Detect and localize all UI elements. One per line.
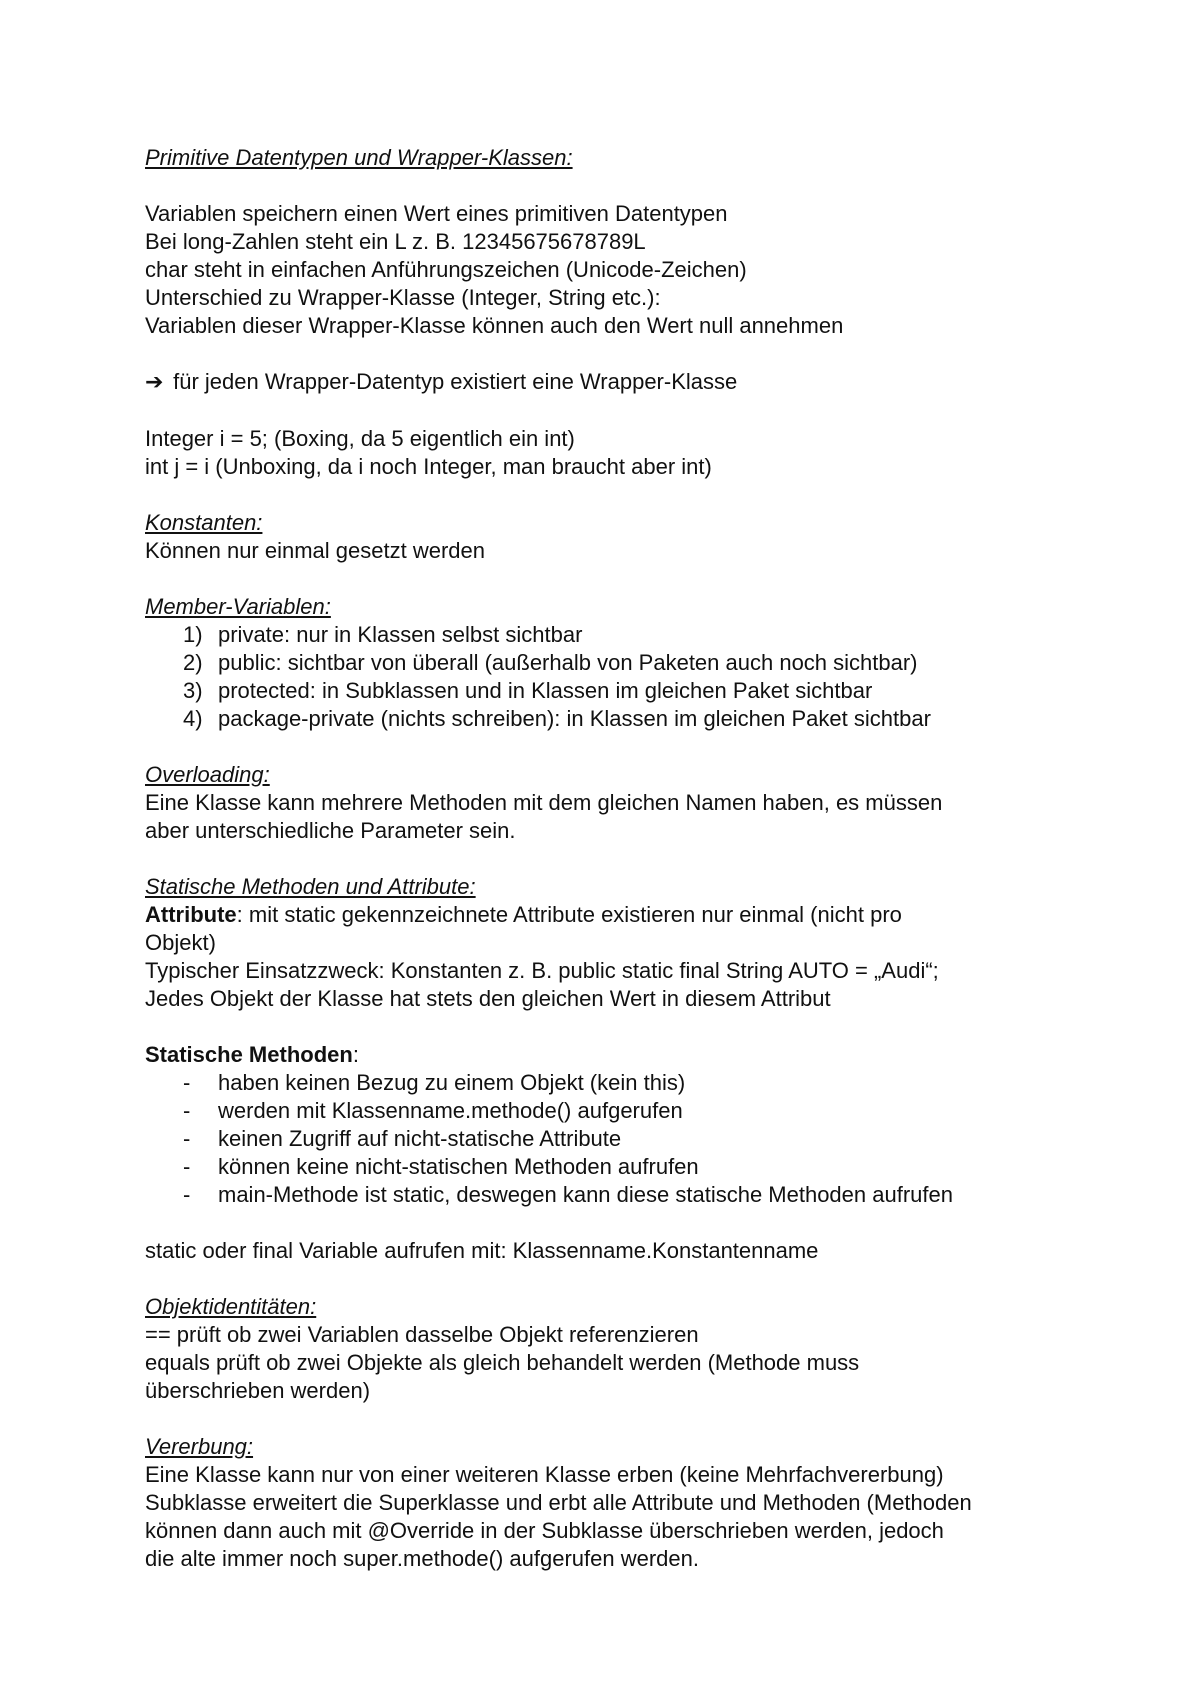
attribute-line	[145, 901, 1105, 929]
text-line: Eine Klasse kann mehrere Methoden mit dem gleichen Namen haben, es müssen	[145, 790, 943, 815]
text-line: Bei long-Zahlen steht ein L z. B. 12345675678789L	[145, 229, 646, 254]
text-line: Typischer Einsatzzweck: Konstanten z. B. public static final String AUTO = „Audi“;	[145, 958, 939, 983]
list-number: 1)	[183, 622, 203, 647]
text-line: == prüft ob zwei Variablen dasselbe Objekt referenzieren	[145, 1322, 699, 1347]
list-number: 3)	[183, 678, 203, 703]
text-line: überschrieben werden)	[145, 1378, 371, 1403]
list-item-text: public: sichtbar von überall (außerhalb von Paketen auch noch sichtbar)	[218, 650, 918, 675]
list-item	[145, 621, 1105, 649]
list-item	[145, 1181, 1105, 1209]
section-heading-statisch: Statische Methoden und Attribute:	[145, 874, 476, 899]
text-line: Objekt)	[145, 930, 216, 955]
dash-list	[145, 1069, 1105, 1209]
section-heading-overloading: Overloading:	[145, 762, 270, 787]
list-number: 2)	[183, 650, 203, 675]
text-line: Subklasse erweitert die Superklasse und erbt alle Attribute und Methoden (Methoden	[145, 1490, 972, 1515]
text-line: equals prüft ob zwei Objekte als gleich behandelt werden (Methode muss	[145, 1350, 860, 1375]
dash-bullet: -	[183, 1182, 191, 1207]
dash-bullet: -	[183, 1098, 191, 1123]
arrow-note-text: für jeden Wrapper-Datentyp existiert eine Wrapper-Klasse	[173, 369, 738, 394]
list-item-text: haben keinen Bezug zu einem Objekt (kein this)	[218, 1070, 686, 1095]
section-heading-konstanten: Konstanten:	[145, 510, 263, 535]
text-line: können dann auch mit @Override in der Subklasse überschrieben werden, jedoch	[145, 1518, 944, 1543]
list-item-text: package-private (nichts schreiben): in Klassen im gleichen Paket sichtbar	[218, 706, 931, 731]
list-item	[145, 1069, 1105, 1097]
text-line: Eine Klasse kann nur von einer weiteren Klasse erben (keine Mehrfachvererbung)	[145, 1462, 944, 1487]
dash-bullet: -	[183, 1126, 191, 1151]
section-heading-member: Member-Variablen:	[145, 594, 331, 619]
list-item	[145, 1125, 1105, 1153]
arrow-right-icon: ➔	[145, 370, 164, 395]
numbered-list	[145, 621, 1105, 733]
document-content	[145, 144, 1105, 1573]
section-heading-primitive: Primitive Datentypen und Wrapper-Klassen:	[145, 145, 573, 170]
list-item-text: können keine nicht-statischen Methoden aufrufen	[218, 1154, 699, 1179]
text-line: die alte immer noch super.methode() aufgerufen werden.	[145, 1546, 699, 1571]
text-line: Variablen dieser Wrapper-Klasse können auch den Wert null annehmen	[145, 313, 844, 338]
static-methods-line	[145, 1041, 1105, 1069]
text-line: Können nur einmal gesetzt werden	[145, 538, 485, 563]
list-item	[145, 1153, 1105, 1181]
list-item-text: protected: in Subklassen und in Klassen im gleichen Paket sichtbar	[218, 678, 873, 703]
attribute-text: : mit static gekennzeichnete Attribute existieren nur einmal (nicht pro	[236, 902, 902, 927]
bold-term-attribute: Attribute	[145, 902, 237, 927]
text-line: Unterschied zu Wrapper-Klasse (Integer, String etc.):	[145, 285, 661, 310]
bold-term-static-methods: Statische Methoden	[145, 1042, 353, 1067]
text-line: char steht in einfachen Anführungszeichen (Unicode-Zeichen)	[145, 257, 747, 282]
text-line: Variablen speichern einen Wert eines primitiven Datentypen	[145, 201, 728, 226]
colon: :	[352, 1042, 359, 1067]
dash-bullet: -	[183, 1070, 191, 1095]
list-item-text: werden mit Klassenname.methode() aufgerufen	[218, 1098, 683, 1123]
list-item	[145, 677, 1105, 705]
list-item	[145, 1097, 1105, 1125]
text-line: Jedes Objekt der Klasse hat stets den gleichen Wert in diesem Attribut	[145, 986, 831, 1011]
arrow-note	[145, 368, 1105, 397]
list-number: 4)	[183, 706, 203, 731]
dash-bullet: -	[183, 1154, 191, 1179]
code-line-unboxing: int j = i (Unboxing, da i noch Integer, man braucht aber int)	[145, 454, 712, 479]
list-item-text: keinen Zugriff auf nicht-statische Attribute	[218, 1126, 622, 1151]
code-line-boxing: Integer i = 5; (Boxing, da 5 eigentlich ein int)	[145, 426, 575, 451]
list-item-text: private: nur in Klassen selbst sichtbar	[218, 622, 583, 647]
section-heading-vererbung: Vererbung:	[145, 1434, 254, 1459]
list-item	[145, 649, 1105, 677]
text-line: static oder final Variable aufrufen mit: Klassenname.Konstantenname	[145, 1238, 819, 1263]
list-item-text: main-Methode ist static, deswegen kann diese statische Methoden aufrufen	[218, 1182, 953, 1207]
text-line: aber unterschiedliche Parameter sein.	[145, 818, 516, 843]
section-heading-objektidentitaeten: Objektidentitäten:	[145, 1294, 317, 1319]
list-item	[145, 705, 1105, 733]
